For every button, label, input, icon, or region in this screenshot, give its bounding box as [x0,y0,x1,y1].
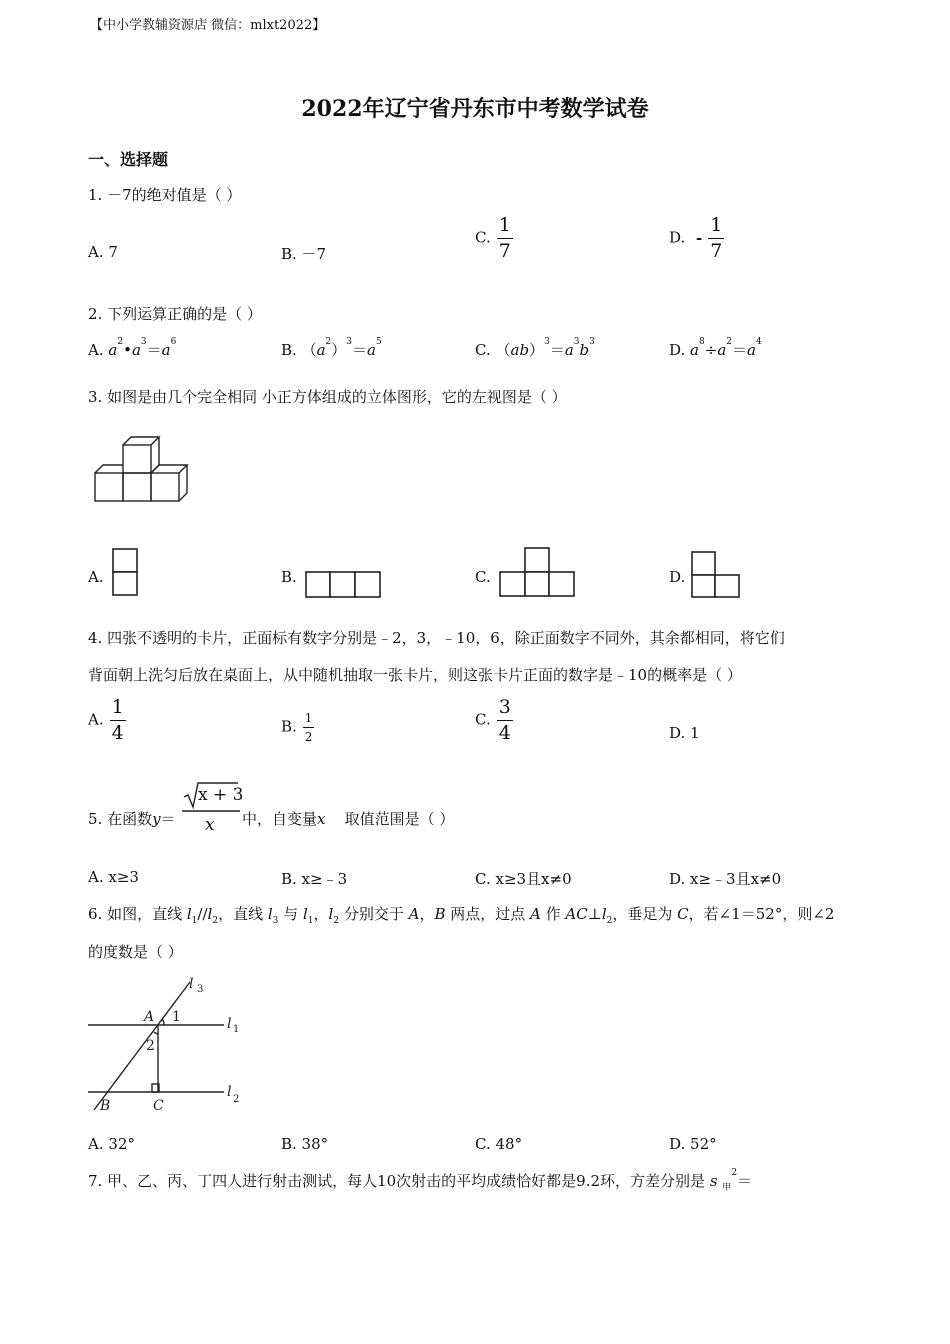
question-3-stem: 3. 如图是由几个完全相同 小正方体组成的立体图形，它的左视图是（ ） [88,388,567,406]
q5-option-b: B. x≥﹣3 [281,870,348,888]
q6-option-d: D. 52° [669,1135,717,1153]
q5-suffix-text: 中，自变量 [242,810,318,828]
q6-option-b: B. 38° [281,1135,329,1153]
question-4-line-1: 4. 四张不透明的卡片，正面标有数字分别是﹣2，3，﹣10，6，除正面数字不同外，其余都相同，将它们 [88,629,785,647]
fraction-numerator: 1 [708,216,724,239]
option-label: C. [475,710,491,729]
question-5-suffix: 中，自变量x 取值范围是（ ） [242,810,455,828]
q3-option-a-figure [112,548,138,598]
fraction-numerator: 1 [110,698,126,721]
q2-option-d: D. $a^8\div a^2=a^4$ [669,337,762,359]
q4-option-c [475,698,513,743]
page-title: 2022年辽宁省丹东市中考数学试卷 [301,96,649,122]
fraction-numerator: 1 [497,216,513,239]
label-l2: l [227,1084,232,1100]
q6-option-c: C. 48° [475,1135,523,1153]
label-angle-2: 2 [146,1038,155,1054]
q5-radicand: x + 3 [198,785,244,805]
q3-option-b-figure [305,571,383,599]
fraction [497,698,513,743]
label-angle-1: 1 [172,1009,181,1025]
q1-option-d [669,216,724,261]
fraction-denominator: 2 [304,730,313,744]
q5-denominator: x [205,815,215,835]
fraction-numerator: 1 [303,712,315,728]
fraction-numerator: 3 [497,698,513,721]
q3-option-d-label: D. [669,568,686,586]
option-label: D. [669,341,686,359]
label-l1-subscript: 1 [233,1024,240,1035]
question-7-line-1: 7. 甲、乙、丙、丁四人进行射击测试，每人10次射击的平均成绩恰好都是9.2环，方差分别是 s $_甲^2$＝ [88,1168,753,1193]
q2-option-c: C. $(ab)^3=a^3b^3$ [475,337,595,359]
option-label: A. [88,341,104,359]
section-heading: 一、选择题 [88,150,169,169]
q4-option-a [88,698,126,743]
q3-option-a-label: A. [88,568,104,586]
q5-prefix-text: 5. 在函数 [88,810,153,828]
q1-option-c-label: C. [475,228,491,247]
watermark-header: 【中小学教辅资源店 微信：mlxt2022】 [90,18,326,33]
q2-option-b: B. $(a^2)^3=a^5$ [281,337,382,359]
label-point-c: C [153,1098,164,1114]
q1-option-a: A. 7 [88,243,118,261]
q4-option-d: D. 1 [669,724,700,742]
option-label: B. [281,717,297,736]
question-1-stem: 1. －7的绝对值是（ ） [88,186,242,204]
q1-option-b: B. －7 [281,245,327,263]
question-4-line-2: 背面朝上洗匀后放在桌面上，从中随机抽取一张卡片，则这张卡片正面的数字是﹣10的概率是（ ） [88,666,742,684]
question-2-stem: 2. 下列运算正确的是（ ） [88,305,262,323]
label-l1: l [227,1016,232,1032]
q1-option-d-fraction [708,216,724,261]
q3-3d-figure [90,430,200,510]
q6-geometry-figure [86,972,256,1117]
q7-text: 7. 甲、乙、丙、丁四人进行射击测试，每人10次射击的平均成绩恰好都是9.2环，方差分别是 [88,1172,706,1190]
fraction-denominator: 4 [111,722,124,744]
question-5-prefix: 5. 在函数y＝ [88,810,176,828]
question-6-line-1: 6. 如图，直线 $l_1//l_2$，直线 $l_3$ 与 $l_1$，$l_2$ 分别交于 A，B 两点，过点 A 作 $AC\perp l_2$，垂足为 C，若∠1＝52°，则∠2 [88,905,835,926]
question-6-line-2: 的度数是（ ） [88,943,183,961]
q1-option-c-fraction [497,216,513,261]
q3-option-c-figure [499,547,577,599]
fraction-denominator: 4 [498,722,511,744]
fraction-denominator: 7 [498,240,511,262]
q5-option-c: C. x≥3且x≠0 [475,870,572,888]
option-label: A. [88,710,104,729]
label-l3-subscript: 3 [197,984,204,995]
q5-option-d: D. x≥﹣3且x≠0 [669,870,782,888]
q5-suffix-text-2: 取值范围是（ ） [344,810,455,828]
q1-option-d-label: D. [669,228,686,247]
minus-sign: - [696,228,703,247]
label-point-a: A [144,1009,155,1025]
fraction [303,712,315,743]
option-label: C. [475,341,491,359]
label-l2-subscript: 2 [233,1094,240,1105]
q4-option-b [281,712,314,743]
q6-option-a: A. 32° [88,1135,135,1153]
label-point-b: B [100,1098,111,1114]
q3-option-d-figure [691,551,743,599]
q1-option-c [475,216,513,261]
fraction [110,698,126,743]
q2-option-a: A. $a^2•a^3=a^6$ [88,337,177,359]
q5-option-a: A. x≥3 [88,868,139,886]
q3-option-c-label: C. [475,568,491,586]
option-label: B. [281,341,297,359]
q3-option-b-label: B. [281,568,297,586]
fraction-denominator: 7 [710,240,723,262]
label-l3: l [189,976,194,992]
